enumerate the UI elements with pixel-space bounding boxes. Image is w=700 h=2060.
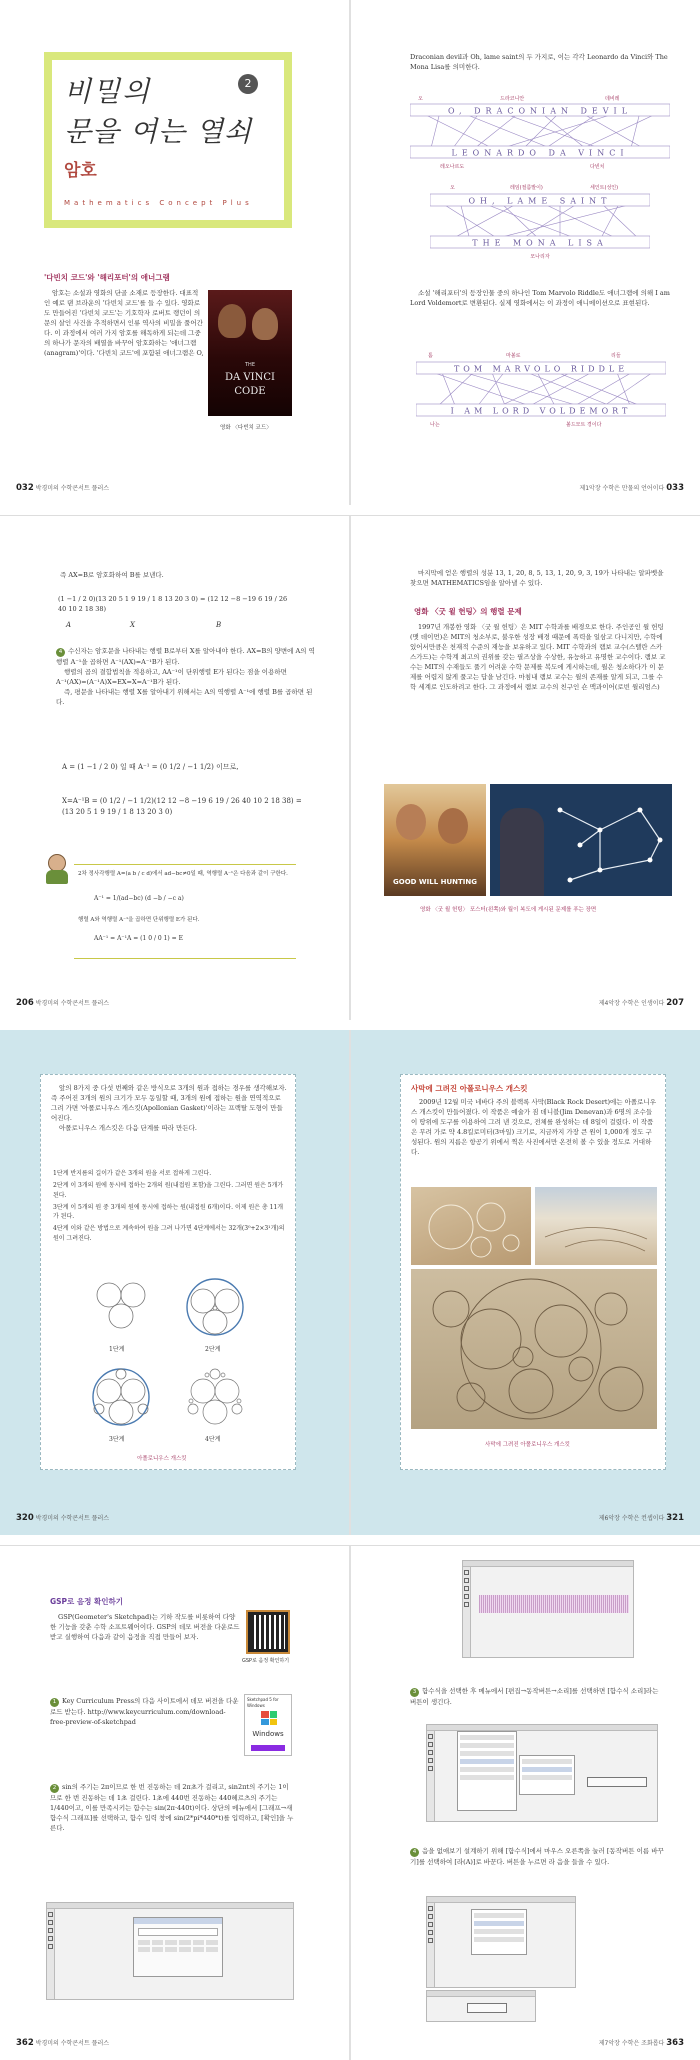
gsp-screenshot-5 — [426, 1990, 536, 2022]
spread-1 — [0, 0, 700, 505]
gsp-context-menu — [471, 1909, 527, 1955]
step-1-badge: 1 — [50, 1698, 59, 1707]
right-para2: 소설 '해리포터'의 등장인물 중의 하나인 Tom Marvolo Riddle도 애너그램에 의해 I am Lord Voldemort로 변환된다. 실제 영화에서는 이 과정이 애니메이션으로 표현된다. — [410, 289, 670, 308]
windows-logo-icon — [261, 1711, 277, 1725]
gsp-menu-bar — [427, 1991, 535, 1997]
chalkboard-graph — [550, 790, 670, 890]
page-321 — [350, 1030, 700, 1535]
body-paragraph: 암호는 소설과 영화의 단골 소재로 등장한다. 대표적인 예로 댄 브라운의 '다빈치 코드'를 들 수 있다. 영화로도 만들어진 '다빈치 코드'는 기호학자 로버트 랭던이 의문의 살인 사건을 추적하면서 인류 역사의 비밀을 풀어간다. 이 과정에서 여러 가지 암호를 해독하게 되는데 그중의 하나가 문자의 배열을 바꾸어 암호화하는 '애너그램(anagram)'이다. '다빈치 코드'에 포함된 애너그램은 O, — [44, 289, 204, 358]
step-4-badge: 4 — [56, 648, 65, 657]
gasket-stage-3-figure — [85, 1361, 155, 1431]
page-206: 즉 AX=B로 암호화하여 B를 보낸다. (1 −1 / 2 0)(13 20 5 1 9 19 / 1 8 13 20 3 0) = (12 12 −8 −19 6 19 / 26 40 10 2 18 38) A X B 4 수신자는 암호문을 나타내는 행렬 B로부터 X를 알아내야 한다. AX=B의 양변에 A의 역행렬 A⁻¹을 곱하면 A⁻¹(AX)=A⁻¹B가 된다. 행렬의 곱의 결합법칙을 적용하고, AA⁻¹이 단위행렬 E가 된다는 점을 이용하면 A⁻¹(AX)=(A⁻¹A)X=EX=X=A⁻¹B가 된다. 즉, 평문을 나타내는 행렬 X를 알아내기 위해서는 A의 역행렬 A⁻¹에 행렬 B를 곱하면 된다. A = (1 −1 / 2 0) 일 때 A⁻¹ = (0 1/2 / −1 1/2) 이므로, X=A⁻¹B = (0 1/2 / −1 1/2)(12 12 −8 −19 6 19 / 26 40 10 2 18 38) = (13 20 5 1 9 19 / 1 8 13 20 3 0) 2차 정사각행렬 A=(a b / c d)에서 ad−bc≠0일 때, 역행렬 A⁻¹은 다음과 같이 구한다. A⁻¹ = 1/(ad−bc) (d −b / −c a) 행렬 A와 역행렬 A⁻¹을 곱하면 단위행렬 E가 된다. AA⁻¹ = A⁻¹A = (1 0 / 0 1) = E 206 박경미의 수학콘서트 플러스 — [0, 516, 350, 1020]
anagram3-bottom-label-0: 나는 — [430, 422, 440, 428]
renamed-button-preview — [467, 2003, 507, 2013]
note-eq-1: A⁻¹ = 1/(ad−bc) (d −b / −c a) — [94, 895, 184, 902]
anagram3-bottom-label-1: 볼드모트 경이다 — [566, 422, 602, 428]
gsp-menu-bar — [47, 1903, 293, 1909]
qr-caption: GSP로 음정 확인하기 — [242, 1658, 290, 1664]
anagram1-top-label-1: 드라코니안 — [500, 96, 525, 102]
note-eq-2: AA⁻¹ = A⁻¹A = (1 0 / 0 1) = E — [94, 935, 183, 942]
gasket-stage-1-figure — [85, 1271, 155, 1341]
anagram2-top-label-2: 세인트(성인) — [590, 185, 619, 191]
windows-sub: Sketchpad 5 for Windows — [247, 1697, 279, 1709]
anagram1-top-label-0: 오 — [418, 96, 423, 102]
stage-2-label: 2단계 — [205, 1346, 221, 1353]
step-4-badge: 4 — [410, 1848, 419, 1857]
photo-caption: 영화 〈굿 윌 헌팅〉 포스터(왼쪽)와 월이 복도에 게시된 문제를 푸는 장면 — [420, 907, 597, 913]
windows-download-box — [244, 1694, 292, 1756]
anagram1-bottom-text: LEONARDO DA VINCI — [451, 148, 629, 158]
anagram3-top-label-1: 마볼로 — [506, 353, 521, 359]
page-320 — [0, 1030, 350, 1535]
series-label: Mathematics Concept Plus — [64, 199, 253, 207]
gsp-step-4: 4 음을 없애보기 설계하기 위해 [함수식]에서 마우스 오른쪽을 눌러 [동작버튼 이름 바꾸기]를 선택하여 [라(A)]로 바꾼다. 버튼을 누르면 라 음을 들을 수 있다. — [410, 1847, 664, 1866]
note-text-1: 2차 정사각행렬 A=(a b / c d)에서 ad−bc≠0일 때, 역행렬 A⁻¹은 다음과 같이 구한다. — [78, 871, 288, 877]
desert-photo-1 — [411, 1187, 531, 1265]
matrix-equation: (1 −1 / 2 0)(13 20 5 1 9 19 / 1 8 13 20 3 0) = (12 12 −8 −19 6 19 / 26 40 10 2 18 38) — [58, 595, 288, 614]
note-text-2: 행렬 A와 역행렬 A⁻¹을 곱하면 단위행렬 E가 된다. — [78, 917, 200, 923]
chapter-title-frame — [44, 52, 292, 228]
anagram2-lines — [440, 202, 640, 240]
gasket-step-2: 2단계 이 3개의 원에 동시에 접하는 2개의 원(내접원 포함)을 그린다. 그러면 원은 5개가 된다. — [53, 1182, 284, 1199]
gasket-step-4: 4단계 이와 같은 방법으로 계속하여 원을 그려 나가면 4단계에서는 32개(3⁰+2×3¹개)의 원이 그려진다. — [53, 1225, 285, 1242]
right-intro: Draconian devil과 Oh, lame saint의 두 가지로, 이는 각각 Leonardo da Vinci와 The Mona Lisa를 의미한다. — [410, 53, 668, 72]
desert-para: 2009년 12월 미국 네바다 주의 블랙록 사막(Black Rock Desert)에는 아폴로니우스 개스킷이 만들어졌다. 이 작품은 예술가 짐 데니블(Jim Denevan)과 6명의 조수들이 땅위에 도구를 이용하여 그려 낸 것으로, 전체를 완성하는 데 8일이 걸렸다. 이 작품은 무려 가로 약 4.8킬로미터(3마일) 크기로, 지금까지 가장 큰 원이 1,000개 정도 구성된다. 원의 지름은 항공기 위에서 찍은 사진에서만 온전히 볼 수 있을 정도로 거대하다. — [411, 1098, 656, 1157]
gsp-toolbox — [427, 1903, 435, 1987]
section-heading: '다빈치 코드'와 '해리포터'의 애너그램 — [44, 273, 170, 282]
footer-left: 362 박경미의 수학콘서트 플러스 — [16, 2037, 110, 2048]
anagram2-bottom-text: THE MONA LISA — [472, 238, 608, 248]
gasket-stage-4-figure — [179, 1361, 249, 1431]
da-vinci-code-poster — [208, 290, 292, 416]
page-363 — [350, 1546, 700, 2060]
anagram2-top-text: OH, LAME SAINT — [468, 196, 612, 206]
desert-heading: 사막에 그려진 아폴로니우스 개스킷 — [411, 1084, 528, 1093]
step-2-badge: 2 — [50, 1784, 59, 1793]
gsp-toolbox — [427, 1731, 435, 1821]
figure-caption: 아폴로니우스 개스킷 — [137, 1456, 187, 1462]
inverse-equation: A = (1 −1 / 2 0) 일 때 A⁻¹ = (0 1/2 / −1 1/2) 이므로, — [62, 763, 239, 771]
right-para2: 1997년 개봉한 영화 〈굿 윌 헌팅〉은 MIT 수학과를 배경으로 한다. 주인공인 윌 헌팅(맷 데이먼)은 MIT의 청소부로, 불우한 성장 배경 때문에 폭력을 일삼고 다니지만, 수학에 있어서만큼은 천재적 수준의 재능을 보유하고 있다. MIT 수학과의 램보 교수(스텔란 스카스가드)는 수학계 최고의 권위를 갖는 필즈상을 수상한, 유능하고 유명한 교수이다. 램보 교수는 MIT의 수재들도 풀기 어려운 수학 문제를 복도에 게시하는데, 윌은 청소하다가 이 문제를 어렵지 않게 풀고는 답을 남긴다. 마침내 램보 교수는 윌의 존재를 알게 되고, 그를 수학 세계로 인도하려고 한다. 그 과정에서 램보 교수의 친구인 숀 맥과이어(로빈 윌리엄스) — [410, 623, 666, 692]
gasket-stage-2-figure — [179, 1271, 249, 1341]
sound-button-preview — [587, 1777, 647, 1787]
gutter — [349, 1030, 351, 1535]
good-will-hunting-poster — [384, 784, 486, 896]
anagram1-bottom-label-1: 다빈치 — [590, 164, 605, 170]
gutter — [349, 516, 351, 1020]
anagram1-top-text: O, DRACONIAN DEVIL — [447, 106, 633, 116]
gutter — [349, 0, 351, 505]
right-content-card — [400, 1074, 666, 1470]
desert-photo-3 — [411, 1269, 657, 1429]
stage-1-label: 1단계 — [109, 1346, 125, 1353]
gasket-intro: 앞의 8가지 중 다섯 번째와 같은 방식으로 3개의 원과 접하는 경우를 생각해보자. 즉 주어진 3개의 원의 크기가 모두 동일할 때, 3개의 원에 접하는 원을 연역적으로 그려 가면 '아폴로니우스 개스킷(Apollonian Gasket)'이라는 프랙탈 도형이 만들어진다. 아폴로니우스 개스킷은 다음 단계를 따라 만든다. — [51, 1084, 287, 1133]
footer-left: 206 박경미의 수학콘서트 플러스 — [16, 997, 110, 1008]
page-033 — [350, 0, 700, 505]
download-button[interactable] — [251, 1745, 285, 1751]
chapter-subtitle: 암호 — [64, 161, 97, 181]
footer-left: 320 박경미의 수학콘서트 플러스 — [16, 1512, 110, 1523]
left-content-card — [40, 1074, 296, 1470]
footer-right: 제1악장 수학은 만물의 언어이다 033 — [579, 482, 684, 493]
footer-left: 032 박경미의 수학콘서트 플러스 — [16, 482, 110, 493]
desert-caption: 사막에 그려진 아폴로니우스 개스킷 — [485, 1442, 570, 1448]
poster-title-small: THE — [245, 362, 255, 368]
anagram2-top-label-0: 오 — [450, 185, 455, 191]
qr-code — [248, 1612, 288, 1652]
anagram-diagram-1 — [410, 92, 670, 172]
note-character-icon — [44, 854, 70, 884]
gsp-submenu — [519, 1755, 575, 1795]
chapter-title-line1: 비밀의 — [64, 75, 152, 108]
gsp-step-3: 3 함수식을 선택한 후 메뉴에서 [편집→동작버튼→소리]를 선택하면 [함수식 소리]라는 버튼이 생긴다. — [410, 1687, 659, 1706]
gasket-step-1: 1단계 반지름의 길이가 같은 3개의 원을 서로 접하게 그린다. — [53, 1170, 212, 1177]
chapter-title-line2: 문을 여는 열쇠 — [64, 115, 253, 148]
spread-2 — [0, 515, 700, 1020]
footer-right: 제6악장 수학은 컨셉이다 321 — [598, 1512, 684, 1523]
matrix-intro: 즉 AX=B로 암호화하여 B를 보낸다. — [60, 571, 164, 579]
gasket-steps — [53, 1169, 285, 1243]
chalkboard-scene-photo — [490, 784, 672, 896]
note-box — [44, 854, 296, 984]
gsp-step-1: 1 Key Curriculum Press의 다음 사이트에서 데모 버전을 다운로드 받는다. http://www.keycurriculum.com/download-free-preview-of-sketchpad — [50, 1697, 239, 1727]
spread-3 — [0, 1030, 700, 1535]
gsp-intro: GSP(Geometer's Sketchpad)는 기하 작도를 비롯하여 다양한 기능을 갖춘 수학 소프트웨어이다. GSP의 데모 버전을 다운로드 받고 실행하여 다음과 같이 음정을 직접 만들어 보자. — [50, 1613, 240, 1642]
gsp-screenshot-3 — [426, 1724, 658, 1822]
gsp-screenshot-4 — [426, 1896, 576, 1988]
anagram2-top-label-1: 레임(절름발이) — [510, 185, 543, 191]
anagram1-bottom-label-0: 레오나르도 — [440, 164, 465, 170]
anagram3-top-text: TOM MARVOLO RIDDLE — [453, 364, 629, 374]
poster-caption: 영화 〈다빈치 코드〉 — [220, 425, 272, 431]
footer-right: 제7악장 수학은 조화롭다 363 — [598, 2037, 684, 2048]
anagram3-lines — [426, 370, 656, 408]
spread-4 — [0, 1545, 700, 2060]
anagram-diagram-2 — [430, 180, 650, 262]
anagram3-top-label-0: 톰 — [428, 353, 433, 359]
anagram3-bottom-text: I AM LORD VOLDEMORT — [450, 406, 632, 416]
gsp-edit-menu — [457, 1731, 517, 1811]
anagram-diagram-3 — [416, 348, 666, 432]
gsp-toolbox — [463, 1567, 471, 1657]
anagram1-top-label-2: 데비레 — [605, 96, 620, 102]
anagram2-bottom-label-0: 모나리자 — [530, 254, 550, 260]
gsp-screenshot-2 — [462, 1560, 634, 1658]
poster-title: DA VINCI — [225, 372, 275, 383]
gsp-menu-bar — [427, 1897, 575, 1903]
note-divider-top — [74, 864, 296, 865]
gsp-step-2: 2 sin의 주기는 2π이므로 한 번 진동하는 데 2π초가 걸리고, sin2πt의 주기는 1이므로 한 번 진동하는 데 1초 걸린다. 1초에 440번 진동하는 440헤르츠의 주기는 1/440이고, 이를 만족시키는 함수는 sin(2π·440t)이다. 상단의 메뉴에서 [그래프→새 함수식 그래프]를 선택하고, 함수 입력 창에 sin(2*pi*440*t)를 입력하고, [확인]을 누른다. — [50, 1783, 294, 1833]
gutter — [349, 1546, 351, 2060]
gsp-menu-bar — [463, 1561, 633, 1567]
gsp-screenshot-1 — [46, 1902, 294, 2000]
note-divider-bottom — [74, 958, 296, 959]
footer-right: 제4악장 수학은 인생이다 207 — [598, 997, 684, 1008]
gsp-dialog — [133, 1917, 223, 1977]
page-207 — [350, 516, 700, 1020]
poster-title: GOOD WILL HUNTING — [393, 878, 477, 887]
poster-title2: CODE — [234, 386, 266, 397]
step-3-badge: 3 — [410, 1688, 419, 1697]
gsp-toolbox — [47, 1909, 55, 1999]
stage-4-label: 4단계 — [205, 1436, 221, 1443]
result-equation: X=A⁻¹B = (0 1/2 / −1 1/2)(12 12 −8 −19 6 19 / 26 40 10 2 18 38) = (13 20 5 1 9 19 / 1 8 13 20 3 0) — [62, 797, 302, 817]
sine-wave-band — [479, 1595, 629, 1613]
desert-photo-2 — [535, 1187, 657, 1265]
stage-3-label: 3단계 — [109, 1436, 125, 1443]
right-para1: 마지막에 얻은 행렬의 성분 13, 1, 20, 8, 5, 13, 1, 20, 9, 3, 19가 나타내는 알파벳을 찾으면 MATHEMATICS임을 알아낼 수 있다. — [410, 569, 664, 588]
chapter-number-badge: 2 — [238, 74, 258, 94]
gasket-step-3: 3단계 이 5개의 원 중 3개의 원에 동시에 접하는 원(내접원 6개)이다. 이제 원은 총 11개가 된다. — [53, 1203, 284, 1221]
right-heading: 영화 〈굿 윌 헌팅〉의 행렬 문제 — [414, 607, 522, 616]
windows-label: Windows — [252, 1730, 284, 1738]
anagram3-top-label-2: 리들 — [611, 353, 621, 359]
gsp-heading: GSP로 음정 확인하기 — [50, 1597, 123, 1606]
step-4-text: 4 수신자는 암호문을 나타내는 행렬 B로부터 X를 알아내야 한다. AX=B의 양변에 A의 역행렬 A⁻¹을 곱하면 A⁻¹(AX)=A⁻¹B가 된다. 행렬의 곱의 결합법칙을 적용하고, AA⁻¹이 단위행렬 E가 된다는 점을 이용하면 A⁻¹(AX)=(A⁻¹A)X=EX=X=A⁻¹B가 된다. 즉, 평문을 나타내는 행렬 X를 알아내기 위해서는 A의 역행렬 A⁻¹에 행렬 B를 곱하면 된다. — [56, 647, 315, 707]
page-032 — [0, 0, 350, 505]
page-362 — [0, 1546, 350, 2060]
